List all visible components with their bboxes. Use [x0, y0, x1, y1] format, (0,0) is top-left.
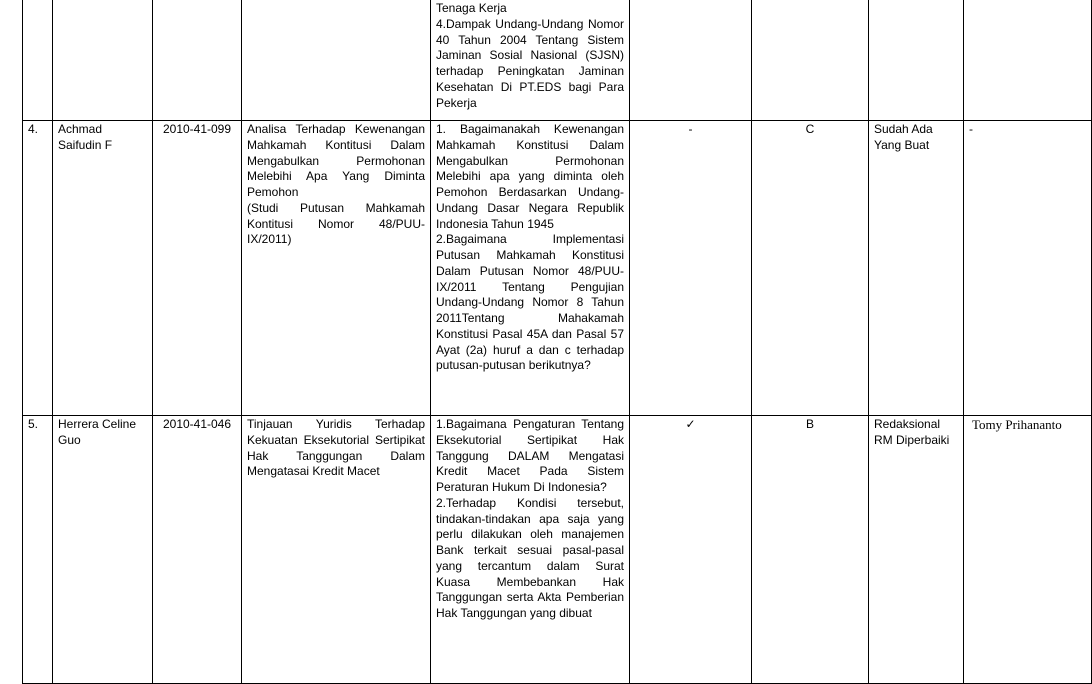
- cell-check: [630, 0, 752, 121]
- table-row: [23, 416, 1092, 684]
- table-row: [23, 121, 1092, 416]
- status-text: Sudah Ada: [874, 122, 933, 136]
- student-name: Achmad: [58, 122, 103, 136]
- rumusan-text: 2.Bagaimana Implementasi Putusan Mahkamah Konstitusi Dalam Putusan Nomor 48/PUU-IX/2011 Tentang Pengujian Undang-Undang Nomor 8 Tahun 2011Tentang Mahakamah Konstitusi Pasal 45A dan Pasal 57 Ayat (2a) huruf a dan c terhadap putusan-putusan berikutnya?: [436, 232, 624, 373]
- rumusan-text: 4.Dampak Undang-Undang Nomor 40 Tahun 2004 Tentang Sistem Jaminan Sosial Nasional (SJSN) terhadap Peningkatan Jaminan Kesehatan Di PT.EDS bagi Para Pekerja: [436, 16, 624, 110]
- cell-rumusan: [431, 416, 630, 684]
- cell-pembimbing: [964, 416, 1092, 684]
- cell-rumusan: [431, 0, 630, 121]
- cell-pembimbing: [964, 121, 1092, 416]
- status-text: Yang Buat: [874, 137, 930, 152]
- pembimbing-value: -: [969, 122, 973, 136]
- rumusan-text: Tenaga Kerja: [436, 1, 507, 15]
- student-name: Herrera Celine: [58, 417, 137, 431]
- cell-nim: [153, 121, 242, 416]
- student-name: Guo: [58, 432, 81, 447]
- cell-judul: [242, 416, 431, 684]
- student-name: Saifudin F: [58, 137, 113, 152]
- rumusan-text: 1.Bagaimana Pengaturan Tentang Eksekutorial Sertipikat Hak Tanggung DALAM Mengatasi Kredit Macet Pada Sistem Peraturan Hukum Di Indonesia?: [436, 417, 624, 494]
- cell-check: [630, 416, 752, 684]
- checkmark-icon: ✓: [685, 417, 696, 431]
- cell-grade: [752, 121, 869, 416]
- check-value: -: [688, 122, 693, 136]
- thesis-table: [22, 0, 1092, 684]
- cell-grade: [752, 416, 869, 684]
- cell-no: [23, 121, 53, 416]
- cell-pembimbing: [964, 0, 1092, 121]
- cell-no: [23, 0, 53, 121]
- grade-value: B: [805, 417, 814, 431]
- cell-nama: [53, 416, 153, 684]
- judul-text: Tinjauan Yuridis Terhadap Kekuatan Eksekutorial Sertipikat Hak Tanggungan Dalam Mengatasai Kredit Macet: [247, 417, 425, 479]
- judul-text: (Studi Putusan Mahkamah Kontitusi Nomor 48/PUU-IX/2011): [247, 200, 425, 247]
- rumusan-text: 1. Bagaimanakah Kewenangan Mahkamah Konstitusi Dalam Mengabulkan Permohonan Melebihi apa yang diminta oleh Pemohon Berdasarkan Undang-Undang Dasar Negara Republik Indonesia Tahun 1945: [436, 122, 624, 231]
- cell-status: [869, 121, 964, 416]
- cell-status: [869, 416, 964, 684]
- judul-text: Analisa Terhadap Kewenangan Mahkamah Kontitusi Dalam Mengabulkan Permohonan Melebihi Apa Yang Diminta Pemohon: [247, 122, 425, 199]
- cell-status: [869, 0, 964, 121]
- row-number: 4.: [28, 122, 39, 136]
- cell-nama: [53, 121, 153, 416]
- student-nim: 2010-41-046: [162, 417, 232, 431]
- student-nim: 2010-41-099: [162, 122, 232, 136]
- grade-value: C: [805, 122, 815, 136]
- table-row: [23, 0, 1092, 121]
- cell-grade: [752, 0, 869, 121]
- status-text: RM Diperbaiki: [874, 432, 950, 447]
- pembimbing-value: Tomy Prihananto: [972, 417, 1062, 432]
- cell-rumusan: [431, 121, 630, 416]
- cell-judul: [242, 0, 431, 121]
- cell-nama: [53, 0, 153, 121]
- rumusan-text: 2.Terhadap Kondisi tersebut, tindakan-tindakan apa saja yang perlu dilakukan oleh manajemen Bank terkait sesuai pasal-pasal yang tercantum dalam Surat Kuasa Membebankan Hak Tanggungan serta Akta Pemberian Hak Tanggungan yang dibuat: [436, 495, 624, 620]
- cell-check: [630, 121, 752, 416]
- cell-judul: [242, 121, 431, 416]
- cell-nim: [153, 0, 242, 121]
- row-number: 5.: [28, 417, 39, 431]
- cell-nim: [153, 416, 242, 684]
- status-text: Redaksional: [874, 417, 941, 431]
- cell-no: [23, 416, 53, 684]
